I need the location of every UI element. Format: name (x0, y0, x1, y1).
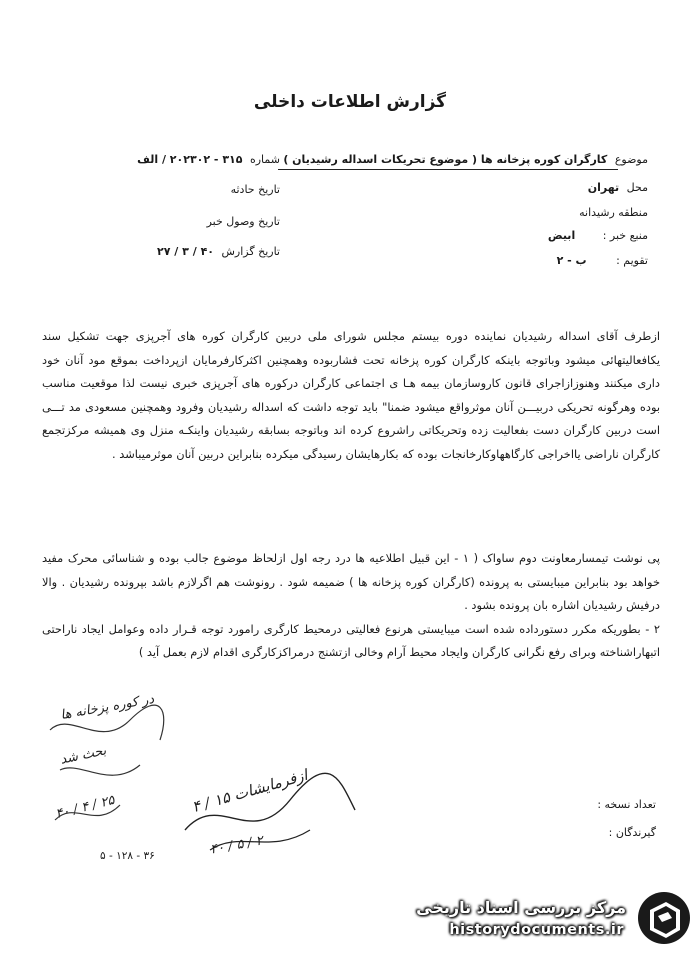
receipt-date-label: تاریخ وصول خبر (206, 215, 280, 228)
subject-underline (278, 169, 618, 170)
body-paragraph: ازطرف آقای اسداله رشیدیان نماینده دوره بیستم مجلس شورای ملی دربین کارگران کوره های آجرپزی جهت تشکیل سند یکافعالیتهائی میشود وباتوجه باینکه کارگران کوره پزخانه تحت فشاربوده وهمچنین اکثرکارفرمایان ازپرداخت بموقع مود آنان خود داری میکنند وهنوزازاجرای قانون کاروسازمان بیمه هـا ی اجتماعی کارگران درکوره های آجرپزی خبری نیست لذا موقعیت مناسب بوده وهرگونه تحریکی دربیـــن آنان موثرواقع میشود ضمنا" باید توجه داشت که اسداله رشیدیان وفرود وهمچنین مسعودی مد تـــی است دربین کارگران دست بفعالیت زده وتحریکاتی راشروع کرده اند وباتوجه بسابقه رشیدیان واینکـه منزل وی همیشه مرکزتجمع کارگران ناراضی یااخراجی کارگاههاوکارخانجات بوده که بکارهایشان رسیدگی میکرده بنابراین دربین آنان موثرمیباشد . (42, 329, 660, 461)
reference-number: ۳۶ - ۱۲۸ - ۵ (100, 850, 155, 862)
note-paragraph-2: ۲ - بطوریکه مکرر دستورداده شده است میبایستی هرنوع فعالیتی درمحیط کارگری رامورد توجه قـرار داده وعوامل ایجاد ناراحتی اتبهاراشناخته وبرای رفع نگرانی کارگران وایجاد محیط آرام وخالی ازتشنج درمراکزکارگری اقدام لازم بعمل آید ) (42, 621, 660, 659)
location-label: محل (626, 181, 648, 194)
signature-scribble (40, 690, 180, 840)
number-label: شماره (249, 153, 280, 166)
copies-field (593, 798, 656, 811)
recipients-label: گیرندگان : (608, 826, 656, 839)
handwritten-note-left-1: در کوره پزخانه ها (59, 691, 156, 724)
report-body (42, 325, 660, 466)
report-date-value: ۴۰ / ۳ / ۲۷ (157, 245, 214, 258)
subject-label: موضوع (614, 153, 648, 166)
location-field (588, 181, 648, 194)
archive-logo-icon (636, 890, 692, 946)
subject-value: کارگران کوره پزخانه ها ( موضوع تحریکات اسداله رشیدیان ) (283, 153, 608, 166)
event-date-label: تاریخ حادثه (230, 183, 280, 196)
event-date-field (227, 183, 280, 196)
handwritten-note-center-2: ۴۰ / ۵ / ۲ (209, 833, 265, 858)
report-title: گزارش اطلاعات داخلی (253, 92, 447, 112)
report-date-label: تاریخ گزارش (221, 245, 280, 258)
location-value: تهران (587, 181, 620, 194)
number-field (137, 153, 280, 166)
signature-scribble-center (180, 770, 360, 860)
watermark-url: historydocuments.ir (449, 922, 624, 938)
area-field (575, 206, 648, 219)
source-label: منبع خبر : (602, 229, 648, 242)
source-value: ابیض (547, 229, 576, 242)
evaluation-label: تقویم : (616, 254, 648, 267)
subject-field (283, 153, 648, 166)
handwritten-note-left-3: ۴۰ / ۴ / ۲۵ (54, 792, 117, 823)
evaluation-value: ب - ۲ (556, 254, 587, 267)
handwritten-note-left-2: بحث شد (58, 743, 108, 768)
area-label: منطقه رشیدانه (579, 206, 648, 219)
receipt-date-field (203, 215, 280, 228)
source-field (548, 229, 648, 242)
deputy-note (42, 547, 660, 665)
recipients-field (605, 826, 656, 839)
watermark-title: مرکز بررسی اسناد تاریخی (416, 898, 626, 917)
handwritten-note-center-1: ازفرمایشات ۱۵ / ۴ (189, 765, 310, 817)
evaluation-field (557, 254, 648, 267)
copies-label: تعداد نسخه : (597, 798, 656, 811)
note-paragraph-1: پی نوشت تیمسارمعاونت دوم ساواک ( ۱ - این قبیل اطلاعیه ها درد رجه اول ازلحاظ موضوع جالب بوده و شناسائی محرک مفید خواهد بود بنابراین میبایستی به پرونده (کارگران کوره پزخانه ها ) ضمیمه شود . رونوشت هم اگرلازم باشد بپرونده رشیدیان . والا درفیش رشیدیان اشاره بان پرونده بشود . (42, 551, 660, 612)
number-value: ۳۱۵ - ۲۰۲۳۰۲ / الف (137, 153, 243, 166)
report-date-field (157, 245, 280, 258)
